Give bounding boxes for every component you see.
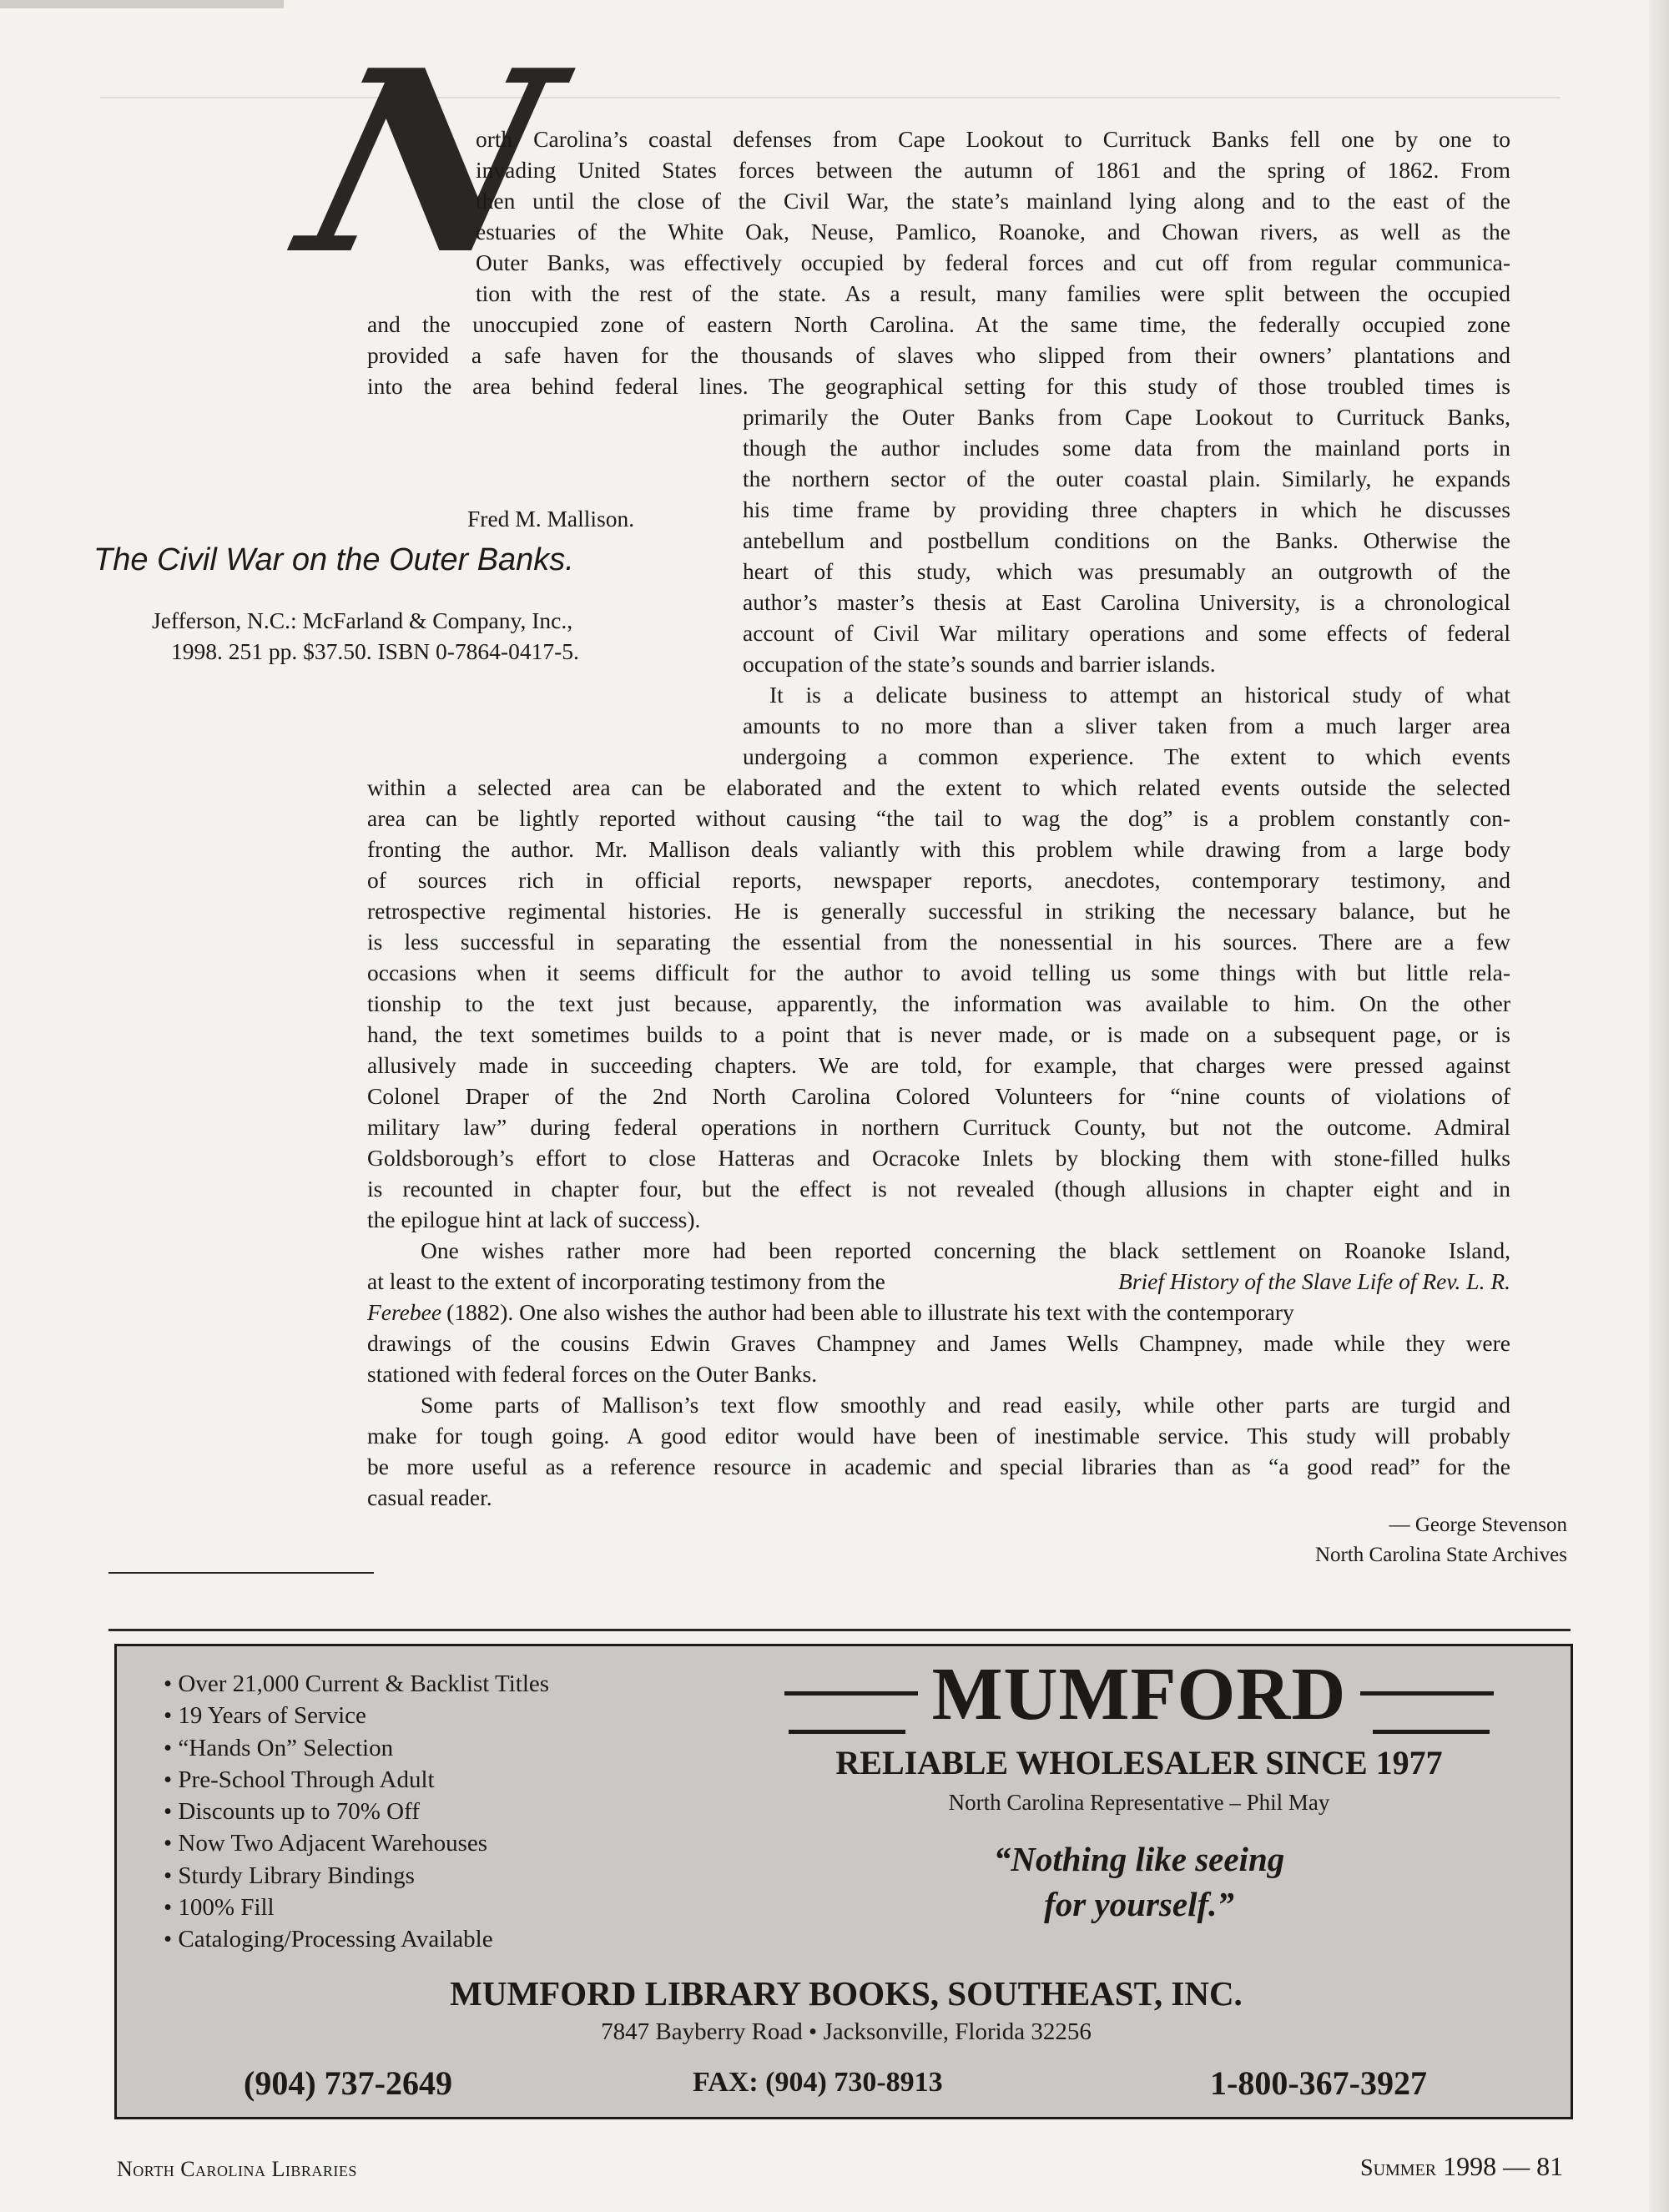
review-line: make for tough going. A good editor would have been of inestimable service. This study will probably — [367, 1423, 1510, 1449]
review-line: military law” during federal operations in northern Currituck County, but not the outcome. Admiral — [367, 1114, 1510, 1140]
list-item: • Sturdy Library Bindings — [164, 1860, 549, 1892]
review-line: allusively made in succeeding chapters. We are told, for example, that charges were pressed against — [367, 1052, 1510, 1078]
review-line: his time frame by providing three chapters in which he discusses — [743, 496, 1510, 522]
review-line: One wishes rather more had been reported concerning the black settlement on Roanoke Island, — [421, 1237, 1510, 1263]
review-line: undergoing a common experience. The extent to which events — [743, 743, 1510, 769]
review-line: orth Carolina’s coastal defenses from Cape Lookout to Currituck Banks fell one by one to — [476, 126, 1510, 152]
list-item: • Now Two Adjacent Warehouses — [164, 1827, 549, 1859]
toll-free-number: 1-800-367-3927 — [1210, 2064, 1427, 2102]
review-line: invading United States forces between the autumn of 1861 and the spring of 1862. From — [476, 157, 1510, 183]
review-line: Outer Banks, was effectively occupied by federal forces and cut off from regular communica- — [476, 249, 1510, 275]
review-line: Colonel Draper of the 2nd North Carolina Colored Volunteers for “nine counts of violations of — [367, 1083, 1510, 1109]
review-line: author’s master’s thesis at East Carolina University, is a chronological — [743, 589, 1510, 615]
reviewer-affiliation: North Carolina State Archives — [1314, 1544, 1567, 1566]
fax-number: FAX: (904) 730-8913 — [693, 2067, 943, 2098]
page-folio — [1360, 2151, 1563, 2182]
review-line: the epilogue hint at lack of success). — [367, 1207, 701, 1232]
review-line: occasions when it seems difficult for the author to avoid telling us some things with but little rela- — [367, 960, 1510, 985]
review-line: then until the close of the Civil War, the state’s mainland lying along and to the east of the — [476, 188, 1510, 214]
list-item: • Over 21,000 Current & Backlist Titles — [164, 1668, 549, 1700]
review-line: heart of this study, which was presumably an outgrowth of the — [743, 558, 1510, 584]
review-line: amounts to no more than a sliver taken from a much larger area — [743, 713, 1510, 738]
review-line: occupation of the state’s sounds and barrier islands. — [743, 651, 1216, 677]
review-line: antebellum and postbellum conditions on the Banks. Otherwise the — [743, 527, 1510, 553]
issue-page: 1998 — 81 — [1443, 2151, 1564, 2181]
company-name: MUMFORD LIBRARY BOOKS, SOUTHEAST, INC. — [450, 1974, 1243, 2013]
review-line: though the author includes some data from the mainland ports in — [743, 435, 1510, 461]
journal-name: North Carolina Libraries — [117, 2157, 357, 2181]
cited-title: Brief History of the Slave Life of Rev. L. R. — [1118, 1268, 1510, 1294]
issue-season: Summer — [1360, 2155, 1437, 2181]
review-line: provided a safe haven for the thousands of slaves who slipped from their owners’ plantations and — [367, 342, 1510, 368]
review-line: into the area behind federal lines. The geographical setting for this study of those troubled times is — [367, 373, 1510, 399]
review-line: Goldsborough’s effort to close Hatteras and Ocracoke Inlets by blocking them with stone-filled hulks — [367, 1145, 1510, 1171]
review-text: (1882). One also wishes the author had been able to illustrate his text with the contemporary — [446, 1299, 1294, 1325]
show-through-rule — [100, 97, 1561, 98]
ad-top-rule — [108, 1629, 1571, 1631]
mumford-advertisement — [114, 1644, 1573, 2119]
review-text: at least to the extent of incorporating testimony from the — [367, 1268, 885, 1294]
review-line: drawings of the cousins Edwin Graves Champney and James Wells Champney, made while they were — [367, 1330, 1510, 1356]
review-line: the northern sector of the outer coastal plain. Similarly, he expands — [743, 466, 1510, 491]
list-item: • “Hands On” Selection — [164, 1732, 549, 1764]
list-item: • 19 Years of Service — [164, 1700, 549, 1731]
review-line: be more useful as a reference resource in academic and special libraries than as “a good read” for the — [367, 1454, 1510, 1479]
review-line: estuaries of the White Oak, Neuse, Pamlico, Roanoke, and Chowan rivers, as well as the — [476, 219, 1510, 244]
book-author: Fred M. Mallison. — [467, 506, 635, 532]
list-item: • Cataloging/Processing Available — [164, 1923, 549, 1955]
review-line: casual reader. — [367, 1484, 492, 1510]
review-line: hand, the text sometimes builds to a point that is never made, or is made on a subsequent page, or is — [367, 1021, 1510, 1047]
review-line: It is a delicate business to attempt an historical study of what — [769, 682, 1510, 708]
ad-slogan — [834, 1837, 1444, 1927]
review-line: fronting the author. Mr. Mallison deals valiantly with this problem while drawing from a large body — [367, 836, 1510, 862]
review-line: Some parts of Mallison’s text flow smoothly and read easily, while other parts are turgid and — [421, 1392, 1510, 1418]
book-publisher: Jefferson, N.C.: McFarland & Company, Inc., — [152, 607, 573, 633]
slogan-line: “Nothing like seeing — [993, 1840, 1285, 1878]
ad-tagline: RELIABLE WHOLESALER SINCE 1977 — [835, 1744, 1443, 1781]
page-gutter — [1649, 0, 1669, 2212]
list-item: • Discounts up to 70% Off — [164, 1796, 549, 1827]
list-item: • 100% Fill — [164, 1892, 549, 1923]
review-line: tionship to the text just because, apparently, the information was available to him. On the other — [367, 990, 1510, 1016]
review-line: primarily the Outer Banks from Cape Lookout to Currituck Banks, — [743, 404, 1510, 430]
drop-cap: N — [278, 15, 582, 310]
company-address: 7847 Bayberry Road • Jacksonville, Florida 32256 — [601, 2018, 1092, 2045]
brand-name: MUMFORD — [931, 1653, 1347, 1736]
phone-number: (904) 737-2649 — [244, 2064, 452, 2102]
section-divider — [108, 1572, 374, 1574]
feature-list — [164, 1668, 549, 1956]
review-line: stationed with federal forces on the Outer Banks. — [367, 1361, 818, 1387]
list-item: • Pre-School Through Adult — [164, 1764, 549, 1796]
review-line: and the unoccupied zone of eastern North Carolina. At the same time, the federally occupied zone — [367, 311, 1510, 337]
cited-title: Ferebee — [367, 1299, 442, 1325]
review-line: retrospective regimental histories. He is generally successful in striking the necessary balance, but he — [367, 898, 1510, 924]
review-line — [367, 1297, 1510, 1328]
review-line: is recounted in chapter four, but the effect is not revealed (though allusions in chapter eight and in — [367, 1176, 1510, 1202]
page-edge-shadow — [0, 0, 284, 8]
review-line: is less successful in separating the essential from the nonessential in his sources. There are a few — [367, 929, 1510, 955]
representative: North Carolina Representative – Phil May — [948, 1790, 1330, 1815]
review-line — [367, 1266, 1510, 1297]
review-line: of sources rich in official reports, newspaper reports, anecdotes, contemporary testimony, and — [367, 867, 1510, 893]
review-line: area can be lightly reported without causing “the tail to wag the dog” is a problem constantly con- — [367, 805, 1510, 831]
review-line: within a selected area can be elaborated and the extent to which related events outside the selected — [367, 774, 1510, 800]
book-title: The Civil War on the Outer Banks. — [93, 542, 574, 577]
slogan-line: for yourself.” — [1044, 1885, 1234, 1923]
review-line: account of Civil War military operations and some effects of federal — [743, 620, 1510, 646]
review-line: tion with the rest of the state. As a result, many families were split between the occupied — [476, 280, 1510, 306]
reviewer-name: — George Stevenson — [1389, 1514, 1567, 1536]
book-details: 1998. 251 pp. $37.50. ISBN 0-7864-0417-5. — [171, 638, 579, 664]
